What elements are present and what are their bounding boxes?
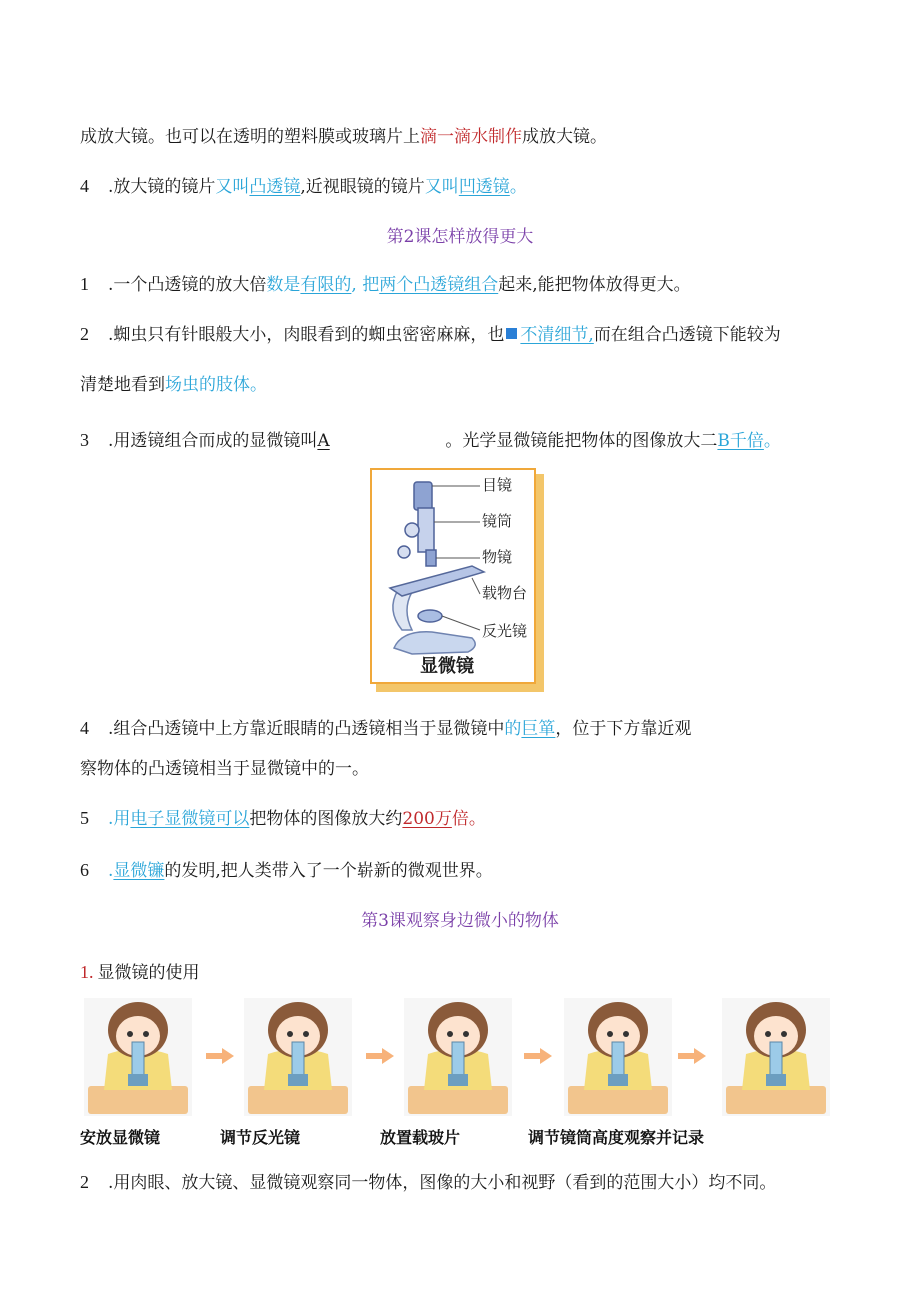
text: 把物体的图像放大约	[249, 809, 403, 829]
text-line	[80, 754, 369, 779]
blank: A	[317, 431, 330, 451]
item-number: 3	[80, 430, 89, 450]
text: 显微镜的使用	[97, 963, 200, 983]
text: .用	[108, 809, 131, 829]
girl-microscope-illustration	[78, 994, 198, 1118]
answer: 电子显微镜可以	[130, 809, 250, 829]
lesson-heading: 第3课观察身边微小的物体	[361, 911, 559, 931]
text-line	[80, 370, 267, 395]
answer: 又叫	[424, 177, 459, 197]
item-number: 2	[80, 1172, 89, 1192]
text: ，位于下方靠近观	[555, 719, 692, 739]
text: 起来,能把物体放得更大。	[498, 275, 691, 295]
highlight-red: 滴一滴水制作	[420, 127, 522, 147]
girl-microscope-illustration	[238, 994, 358, 1118]
step-label: 安放显微镜	[80, 1130, 161, 1147]
text: .蜘虫只有针眼般大小，肉眼看到的蜘虫密密麻麻，也	[108, 325, 505, 345]
label-eyepiece: 目镜	[482, 476, 513, 494]
answer: 数是	[266, 275, 301, 295]
text: 清楚地看到	[80, 375, 165, 395]
arrow-right-icon	[524, 1048, 552, 1064]
step-label: 放置载玻片	[380, 1130, 461, 1147]
microscope-figure	[370, 468, 546, 694]
girl-microscope-illustration	[558, 994, 678, 1118]
girl-microscope-illustration	[398, 994, 518, 1118]
item-number: 2	[80, 324, 89, 344]
label-stage: 载物台	[482, 584, 528, 602]
item-number: 1	[80, 274, 89, 294]
figure-caption: 显微镜	[420, 656, 474, 676]
text: .	[108, 861, 114, 881]
text: ,近视眼镜的镜片	[300, 177, 425, 197]
text: 。	[509, 177, 527, 197]
text: .放大镜的镜片	[108, 177, 216, 197]
text-line	[80, 320, 781, 345]
answer: , 把	[351, 275, 380, 295]
figure-frame	[370, 468, 536, 684]
answer: 凸透镜	[249, 177, 301, 197]
answer: 显微镰	[113, 861, 165, 881]
text: 。	[763, 431, 781, 451]
answer: 200万	[402, 809, 452, 829]
text-line	[80, 426, 781, 451]
lesson-heading: 第2课怎样放得更大	[386, 227, 534, 247]
text: 成放大镜。也可以在透明的塑料膜或玻璃片上	[80, 127, 420, 147]
text: .组合凸透镜中上方靠近眼睛的凸透镜相当于显微镜中	[108, 719, 505, 739]
text: 。光学显微镜能把物体的图像放大二	[445, 431, 718, 451]
text: 的发明,把人类带入了一个崭新的微观世界。	[164, 861, 493, 881]
text: .用肉眼、放大镜、显微镜观察同一物体，图像的大小和视野（看到的范围大小）均不同。	[108, 1173, 777, 1193]
item-number: 6	[80, 860, 89, 880]
text: 察物体的凸透镜相当于显微镜中的一。	[80, 759, 369, 779]
text: 成放大镜。	[522, 127, 607, 147]
answer: 不清细节,	[520, 325, 594, 345]
answer: 场虫的肢体。	[165, 375, 267, 395]
arrow-right-icon	[206, 1048, 234, 1064]
step-label: 调节反光镜	[220, 1130, 301, 1147]
answer: B千倍	[717, 431, 764, 451]
text-line	[80, 958, 200, 983]
answer: 两个凸透镜组合	[379, 275, 499, 295]
arrow-right-icon	[366, 1048, 394, 1064]
answer: 又叫	[215, 177, 250, 197]
text-line	[80, 714, 691, 739]
label-objective: 物镜	[482, 548, 513, 566]
answer: 有限的	[300, 275, 352, 295]
answer: 巨箪	[521, 719, 556, 739]
text: .一个凸透镜的放大倍	[108, 275, 267, 295]
text-line	[80, 1168, 776, 1193]
square-icon	[506, 328, 517, 339]
text: 而在组合凸透镜下能较为	[593, 325, 781, 345]
answer: 凹透镜	[458, 177, 510, 197]
item-number: 5	[80, 808, 89, 828]
arrow-right-icon	[678, 1048, 706, 1064]
text-line	[80, 122, 607, 147]
text-line	[80, 804, 486, 829]
answer: 的	[504, 719, 522, 739]
item-number: 4	[80, 176, 89, 196]
text: .用透镜组合而成的显微镜叫	[108, 431, 318, 451]
step-label: 调节镜筒高度观察并记录	[528, 1130, 705, 1147]
item-number: 4	[80, 718, 89, 738]
text-line	[80, 270, 691, 295]
item-number: 1.	[80, 962, 94, 982]
label-mirror: 反光镜	[482, 622, 528, 640]
girl-microscope-illustration	[716, 994, 836, 1118]
text-line	[80, 172, 527, 197]
text: 倍。	[451, 809, 486, 829]
label-tube: 镜筒	[482, 512, 513, 530]
text-line	[80, 856, 493, 881]
